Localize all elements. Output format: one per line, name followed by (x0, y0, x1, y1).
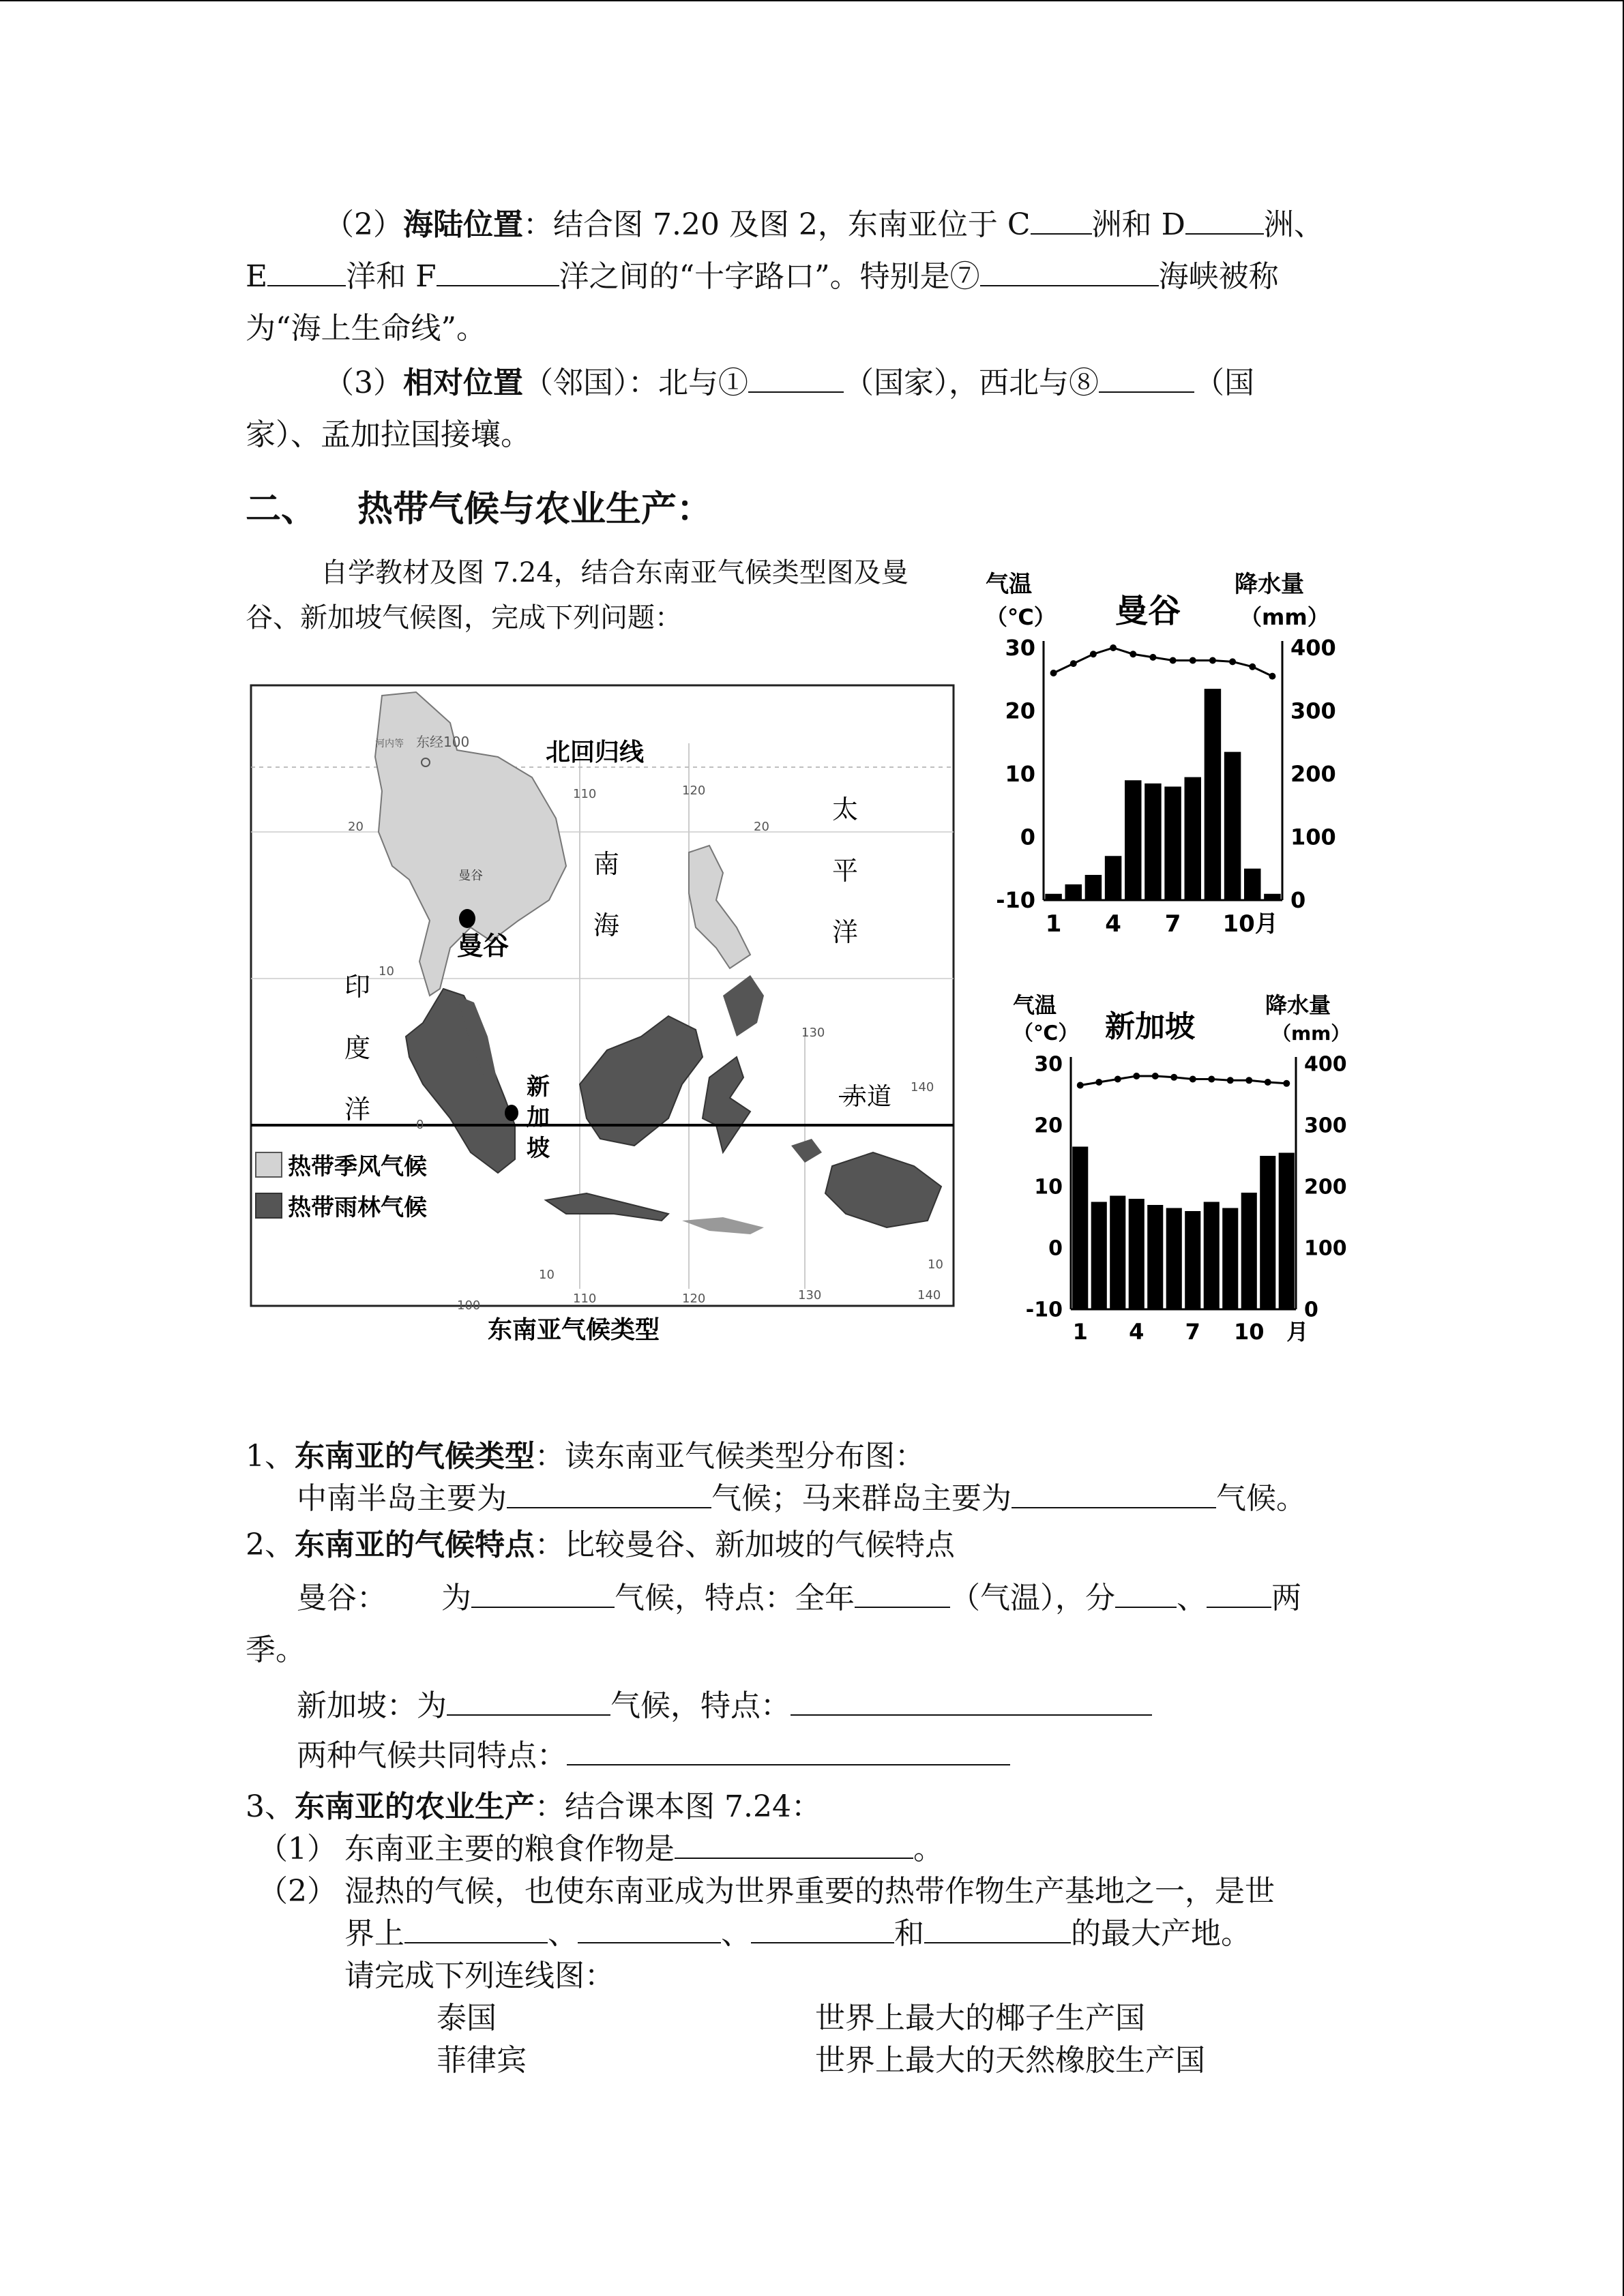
q2-common-line (297, 1735, 1010, 1776)
south-sea-label-1: 南 (593, 849, 620, 879)
q-number: 2、 (246, 1527, 295, 1562)
tropic-label: 北回归线 (546, 739, 645, 766)
q-number: 1、 (246, 1439, 295, 1474)
small-city-label: 河内等 (375, 739, 404, 749)
temp-tick-label: -10 (1025, 1298, 1063, 1322)
text: 新加坡：为 (297, 1688, 447, 1723)
temp-line (1054, 648, 1273, 676)
lon-tick: 120 (682, 784, 706, 798)
legend-rainforest-swatch (256, 1193, 282, 1218)
legend-monsoon-swatch (256, 1152, 282, 1177)
lon-tick: 100 (457, 1298, 481, 1313)
precip-bar (1279, 1153, 1295, 1310)
precip-bar (1129, 1199, 1145, 1309)
precip-tick-label: 0 (1304, 1298, 1318, 1322)
temp-point (1095, 1079, 1102, 1086)
precip-tick-label: 100 (1304, 1236, 1347, 1261)
q-heading: 东南亚的农业生产 (295, 1789, 535, 1824)
precip-bar (1125, 780, 1142, 900)
blank-north-neighbor[interactable] (748, 364, 844, 393)
text: ：比较曼谷、新加坡的气候特点 (535, 1527, 955, 1562)
temp-point (1077, 1082, 1084, 1089)
text: 气候。 (1216, 1481, 1306, 1516)
precip-bar (1260, 1156, 1275, 1309)
lat-tick: 10 (379, 964, 394, 979)
blank-continent-d[interactable] (1185, 206, 1264, 235)
singapore-marker (505, 1105, 518, 1121)
match-right-coconut[interactable]: 世界上最大的椰子生产国 (815, 2001, 1145, 2036)
lon-tick: 130 (798, 1288, 822, 1302)
match-left-thailand[interactable]: 泰国 (437, 2001, 497, 2036)
blank-northwest-neighbor[interactable] (1099, 364, 1194, 393)
q1-heading-line (246, 1436, 925, 1477)
section-heading (246, 486, 712, 533)
precip-bar (1065, 884, 1082, 900)
q1-answer-line (297, 1478, 1306, 1519)
precip-bar (1185, 777, 1202, 900)
intro-line-1: 自学教材及图 7.24，结合东南亚气候类型图及曼 (321, 557, 909, 588)
blank-season-1[interactable] (1115, 1579, 1177, 1608)
legend-rainforest-label: 热带雨林气候 (288, 1194, 427, 1221)
temp-axis-title: 气温 (1013, 992, 1057, 1018)
section-number: 二、 (246, 489, 317, 530)
temp-tick-label: 30 (1034, 1052, 1063, 1077)
singapore-climate-chart (1003, 982, 1371, 1364)
precip-tick-label: 200 (1304, 1175, 1347, 1199)
blank-grain-crop[interactable] (675, 1830, 913, 1859)
temp-tick-label: 0 (1020, 824, 1035, 850)
precip-bar (1091, 1202, 1107, 1310)
temp-point (1170, 657, 1177, 664)
text: 、 (1177, 1581, 1207, 1615)
pacific-label-2: 平 (832, 856, 859, 886)
text: 两种气候共同特点： (297, 1738, 567, 1773)
temp-tick-label: 20 (1005, 698, 1035, 724)
text: 气候，特点：全年 (615, 1581, 855, 1615)
map-caption: 东南亚气候类型 (488, 1316, 660, 1344)
bangkok-marker (459, 909, 475, 928)
south-sea-label-2: 海 (593, 910, 620, 940)
q-heading: 东南亚的气候类型 (295, 1439, 535, 1474)
lon-tick: 110 (573, 1292, 597, 1306)
q3-item2-line-2 (344, 1913, 1251, 1954)
item-label: （3） (324, 366, 403, 400)
q3-item1-line (344, 1829, 943, 1870)
match-right-rubber[interactable]: 世界上最大的天然橡胶生产国 (815, 2043, 1205, 2078)
text: 中南半岛主要为 (297, 1481, 507, 1516)
temp-point (1114, 1076, 1121, 1083)
blank-malay-climate[interactable] (1012, 1480, 1216, 1508)
intro-line-2: 谷、新加坡气候图，完成下列问题： (246, 602, 682, 633)
precip-bar (1222, 1208, 1238, 1310)
temp-point (1050, 670, 1057, 676)
blank-crop-3[interactable] (751, 1915, 894, 1943)
lon-tick: 110 (573, 787, 597, 801)
temp-line (1080, 1076, 1287, 1086)
text: 为 (441, 1581, 471, 1615)
text: 气候；马来群岛主要为 (711, 1481, 1012, 1516)
lat-tick: 20 (754, 820, 769, 834)
precip-bar (1045, 894, 1062, 900)
legend-monsoon-label: 热带季风气候 (288, 1153, 427, 1180)
blank-crop-2[interactable] (578, 1915, 721, 1943)
text: 的最大产地。 (1071, 1916, 1251, 1951)
precip-axis-title: 降水量 (1265, 992, 1331, 1018)
text: 东南亚主要的粮食作物是 (344, 1832, 675, 1866)
precip-bar (1085, 875, 1102, 900)
q2-singapore-line (297, 1686, 1152, 1727)
blank-strait[interactable] (980, 258, 1159, 286)
text: ：读东南亚气候类型分布图： (535, 1439, 925, 1474)
temp-point (1245, 1077, 1252, 1084)
text: 、 (721, 1916, 751, 1951)
month-tick-label: 7 (1185, 1319, 1200, 1345)
singapore-label-1: 新 (527, 1073, 550, 1101)
precip-tick-label: 400 (1304, 1052, 1347, 1077)
temp-axis-unit: （℃） (1013, 1022, 1079, 1045)
blank-singapore-features[interactable] (791, 1687, 1152, 1716)
q3-heading-line (246, 1787, 821, 1828)
lat-tick: 10 (928, 1257, 943, 1272)
precip-axis-unit: （mm） (1240, 604, 1329, 630)
month-tick-label: 4 (1105, 910, 1121, 938)
blank-common-features[interactable] (567, 1737, 1010, 1765)
pacific-label-1: 太 (832, 794, 859, 824)
southeast-asia-climate-map (246, 675, 962, 1350)
blank-bangkok-climate[interactable] (471, 1579, 615, 1608)
precip-bar (1164, 787, 1181, 901)
temp-point (1269, 673, 1275, 680)
item-label: （2） (324, 207, 403, 242)
q3-item2-label: （2） (258, 1874, 337, 1909)
section-title: 热带气候与农业生产： (357, 489, 713, 530)
bangkok-label: 曼谷 (457, 931, 510, 961)
precip-bar (1105, 856, 1122, 900)
neighbor-line-2: 家）、孟加拉国接壤。 (246, 417, 531, 452)
blank-crop-4[interactable] (924, 1915, 1071, 1943)
temp-tick-label: 0 (1048, 1236, 1063, 1261)
month-tick-label: 4 (1129, 1319, 1145, 1345)
meridian-100-label: 东经100 (416, 734, 470, 750)
precip-tick-label: 300 (1290, 698, 1336, 724)
text: 和 (894, 1916, 924, 1951)
text: ：结合图 7.20 及图 2，东南亚位于 C (523, 207, 1031, 242)
temp-point (1283, 1080, 1290, 1087)
temp-point (1130, 651, 1136, 657)
precip-tick-label: 100 (1290, 824, 1336, 850)
precip-axis-unit: （mm） (1272, 1022, 1350, 1045)
indian-label-2: 度 (344, 1033, 371, 1063)
month-tick-label: 7 (1164, 910, 1181, 938)
blank-continent-c[interactable] (1031, 206, 1092, 235)
chart-title: 新加坡 (1105, 1009, 1195, 1044)
month-tick-label: 月 (1286, 1319, 1309, 1345)
precip-tick-label: 400 (1290, 635, 1336, 661)
blank-bangkok-temp[interactable] (855, 1579, 950, 1608)
text: 。 (913, 1832, 943, 1866)
precip-bar (1224, 752, 1241, 900)
precip-bar (1072, 1147, 1088, 1310)
precip-bar (1145, 784, 1162, 900)
lat-tick: 140 (911, 1080, 934, 1094)
text: （国 (1194, 366, 1254, 400)
blank-singapore-climate[interactable] (447, 1687, 610, 1716)
text: （邻国）：北与① (523, 366, 748, 400)
temp-tick-label: 10 (1034, 1175, 1063, 1199)
matching-title: 请完成下列连线图： (344, 1958, 615, 1993)
q2-heading-line (246, 1525, 955, 1566)
lat-tick: 20 (348, 820, 364, 834)
singapore-label-2: 加 (527, 1104, 550, 1131)
precip-bar (1241, 1193, 1257, 1309)
neighbor-line-1 (324, 363, 1254, 404)
month-tick-label: 10月 (1222, 910, 1278, 938)
lon-tick: 120 (682, 1292, 706, 1306)
indian-label-1: 印 (344, 972, 371, 1002)
position-line-2 (246, 256, 1279, 297)
text: 两 (1271, 1581, 1301, 1615)
item-heading: 海陆位置 (403, 207, 523, 242)
q-number: 3、 (246, 1789, 295, 1824)
blank-season-2[interactable] (1207, 1579, 1271, 1608)
temp-axis-title: 气温 (986, 571, 1032, 598)
month-tick-label: 1 (1045, 910, 1062, 938)
blank-indochina-climate[interactable] (507, 1480, 711, 1508)
text: 、 (548, 1916, 578, 1951)
temp-point (1170, 1074, 1177, 1081)
month-tick-label: 10 (1233, 1319, 1265, 1345)
month-tick-label: 1 (1072, 1319, 1088, 1345)
bangkok-climate-chart (975, 559, 1357, 961)
temp-axis-unit: （℃） (986, 604, 1056, 630)
temp-point (1190, 1076, 1196, 1083)
q-heading: 东南亚的气候特点 (295, 1527, 535, 1562)
temp-point (1133, 1073, 1140, 1079)
text: E (246, 259, 268, 294)
precip-tick-label: 300 (1304, 1114, 1347, 1138)
lon-tick: 130 (801, 1026, 825, 1040)
bangkok-small-label: 曼谷 (458, 869, 483, 883)
blank-crop-1[interactable] (404, 1915, 548, 1943)
temp-point (1090, 651, 1097, 657)
position-line-3: 为“海上生命线”。 (246, 311, 486, 346)
text: 气候，特点： (610, 1688, 791, 1723)
temp-point (1249, 664, 1256, 670)
text: ：结合课本图 7.24： (535, 1789, 821, 1824)
position-line-1 (324, 205, 1324, 245)
text: 海峡被称 (1158, 259, 1279, 294)
match-left-philippines[interactable]: 菲律宾 (437, 2043, 527, 2078)
precip-bar (1205, 689, 1222, 900)
text: （气温），分 (950, 1581, 1115, 1615)
text: 曼谷： (297, 1581, 387, 1615)
indian-label-3: 洋 (344, 1094, 371, 1124)
temp-point (1152, 1073, 1159, 1079)
lat-tick: 0 (416, 1118, 424, 1132)
temp-point (1070, 660, 1077, 667)
text: 洲和 D (1091, 207, 1185, 242)
blank-ocean-e[interactable] (267, 258, 346, 286)
temp-point (1110, 644, 1117, 651)
temp-point (1229, 658, 1236, 665)
precip-bar (1110, 1196, 1125, 1310)
blank-ocean-f[interactable] (437, 258, 559, 286)
precip-bar (1244, 869, 1261, 900)
temp-tick-label: 10 (1005, 761, 1035, 788)
singapore-label-3: 坡 (527, 1135, 550, 1162)
temp-tick-label: 30 (1005, 635, 1035, 661)
text: 洲、 (1263, 207, 1324, 242)
q2-bangkok-line (297, 1578, 1301, 1619)
precip-bar (1166, 1208, 1182, 1310)
q2-bangkok-line-2: 季。 (246, 1632, 306, 1667)
temp-point (1208, 1076, 1215, 1083)
text: 洋和 F (346, 259, 437, 294)
text: 洋之间的“十字路口”。特别是⑦ (559, 259, 980, 294)
precip-bar (1185, 1211, 1200, 1309)
precip-tick-label: 200 (1290, 761, 1336, 788)
item-heading: 相对位置 (403, 366, 523, 400)
equator-label: 赤道 (842, 1083, 892, 1111)
text: 界上 (344, 1916, 404, 1951)
precip-bar (1204, 1202, 1220, 1310)
text: （国家），西北与⑧ (844, 366, 1099, 400)
q3-item1-label: （1） (258, 1832, 337, 1866)
precip-axis-title: 降水量 (1235, 571, 1304, 598)
lat-tick: 10 (539, 1268, 555, 1282)
precip-bar (1147, 1205, 1163, 1309)
temp-point (1227, 1077, 1234, 1084)
temp-point (1149, 654, 1156, 661)
precip-tick-label: 0 (1290, 887, 1306, 914)
temp-point (1190, 657, 1196, 664)
temp-tick-label: -10 (996, 887, 1035, 914)
q3-item2-line-1: 湿热的气候，也使东南亚成为世界重要的热带作物生产基地之一，是世 (344, 1874, 1275, 1909)
pacific-label-3: 洋 (832, 917, 859, 947)
lon-tick: 140 (917, 1288, 941, 1302)
temp-point (1209, 657, 1216, 664)
temp-tick-label: 20 (1034, 1114, 1063, 1138)
temp-point (1265, 1079, 1271, 1086)
precip-bar (1264, 894, 1281, 900)
chart-title: 曼谷 (1115, 592, 1181, 630)
